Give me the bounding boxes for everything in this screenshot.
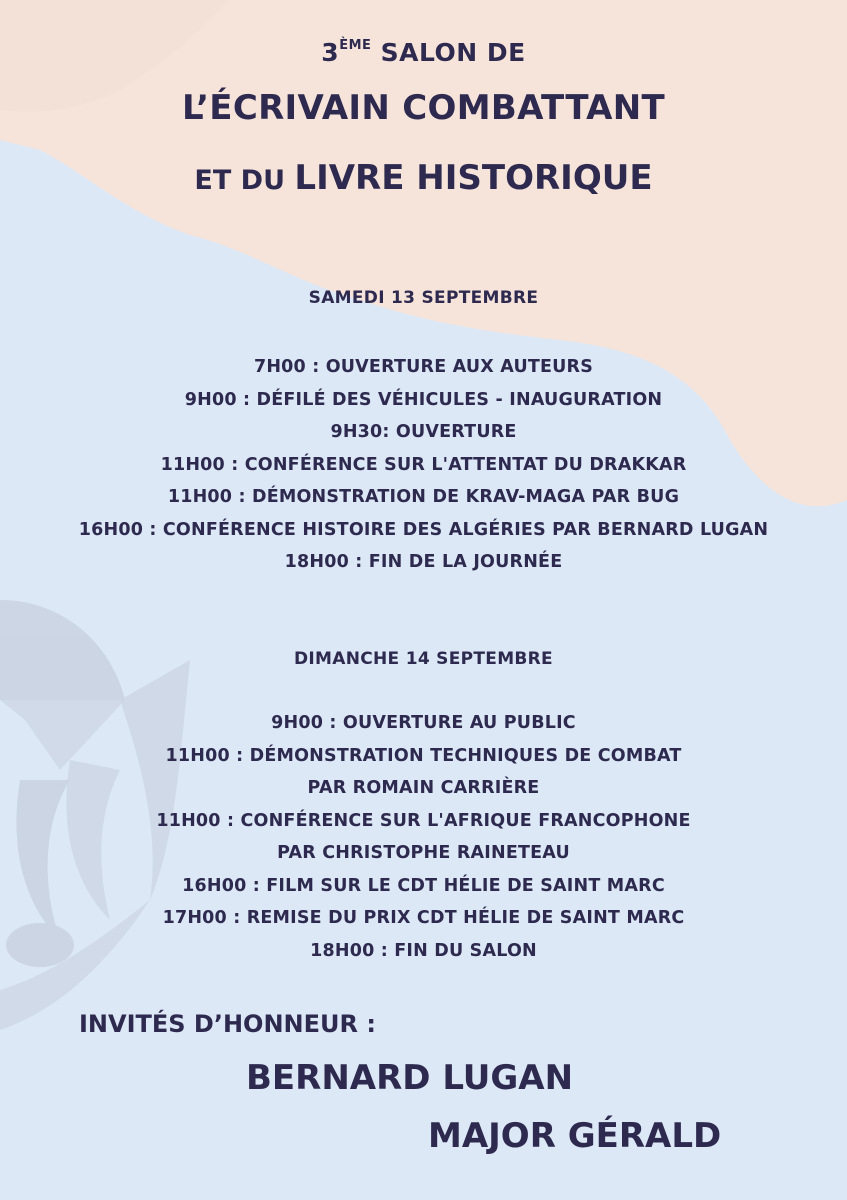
schedule-item: 16H00 : CONFÉRENCE HISTOIRE DES ALGÉRIES PAR BERNARD LUGAN bbox=[78, 519, 769, 540]
guest-name: MAJOR GÉRALD bbox=[428, 1116, 722, 1156]
schedule-item: 11H00 : CONFÉRENCE SUR L'AFRIQUE FRANCOPHONE bbox=[156, 810, 691, 831]
schedule-item: 11H00 : DÉMONSTRATION DE KRAV-MAGA PAR BUG bbox=[167, 487, 680, 507]
schedule-item: 16H00 : FILM SUR LE CDT HÉLIE DE SAINT MARC bbox=[182, 875, 665, 896]
sunday-schedule bbox=[0, 707, 847, 967]
guest-name: BERNARD LUGAN bbox=[246, 1058, 574, 1098]
schedule-item: 17H00 : REMISE DU PRIX CDT HÉLIE DE SAINT MARC bbox=[162, 908, 685, 928]
schedule-item: PAR ROMAIN CARRIÈRE bbox=[307, 778, 540, 798]
schedule-item: 9H30: OUVERTURE bbox=[330, 422, 517, 442]
saturday-heading: SAMEDI 13 SEPTEMBRE bbox=[308, 288, 539, 308]
schedule-item: 9H00 : OUVERTURE AU PUBLIC bbox=[271, 713, 576, 733]
schedule-item: PAR CHRISTOPHE RAINETEAU bbox=[277, 843, 570, 863]
schedule-item: 18H00 : FIN DU SALON bbox=[310, 940, 537, 961]
title-line-1: 3ÈME SALON DE bbox=[321, 38, 526, 67]
schedule-item: 7H00 : OUVERTURE AUX AUTEURS bbox=[253, 357, 594, 377]
schedule-item: 9H00 : DÉFILÉ DES VÉHICULES - INAUGURATION bbox=[184, 389, 663, 410]
title-line-3: ET DU LIVRE HISTORIQUE bbox=[194, 158, 653, 198]
sunday-heading: DIMANCHE 14 SEPTEMBRE bbox=[294, 649, 553, 669]
schedule-item: 18H00 : FIN DE LA JOURNÉE bbox=[284, 552, 563, 572]
schedule-item: 11H00 : CONFÉRENCE SUR L'ATTENTAT DU DRAKKAR bbox=[160, 454, 687, 475]
schedule-item: 11H00 : DÉMONSTRATION TECHNIQUES DE COMBAT bbox=[165, 745, 682, 766]
title-line-2: L’ÉCRIVAIN COMBATTANT bbox=[181, 88, 666, 128]
guests-label: INVITÉS D’HONNEUR : bbox=[79, 1010, 376, 1038]
saturday-schedule bbox=[0, 351, 847, 579]
